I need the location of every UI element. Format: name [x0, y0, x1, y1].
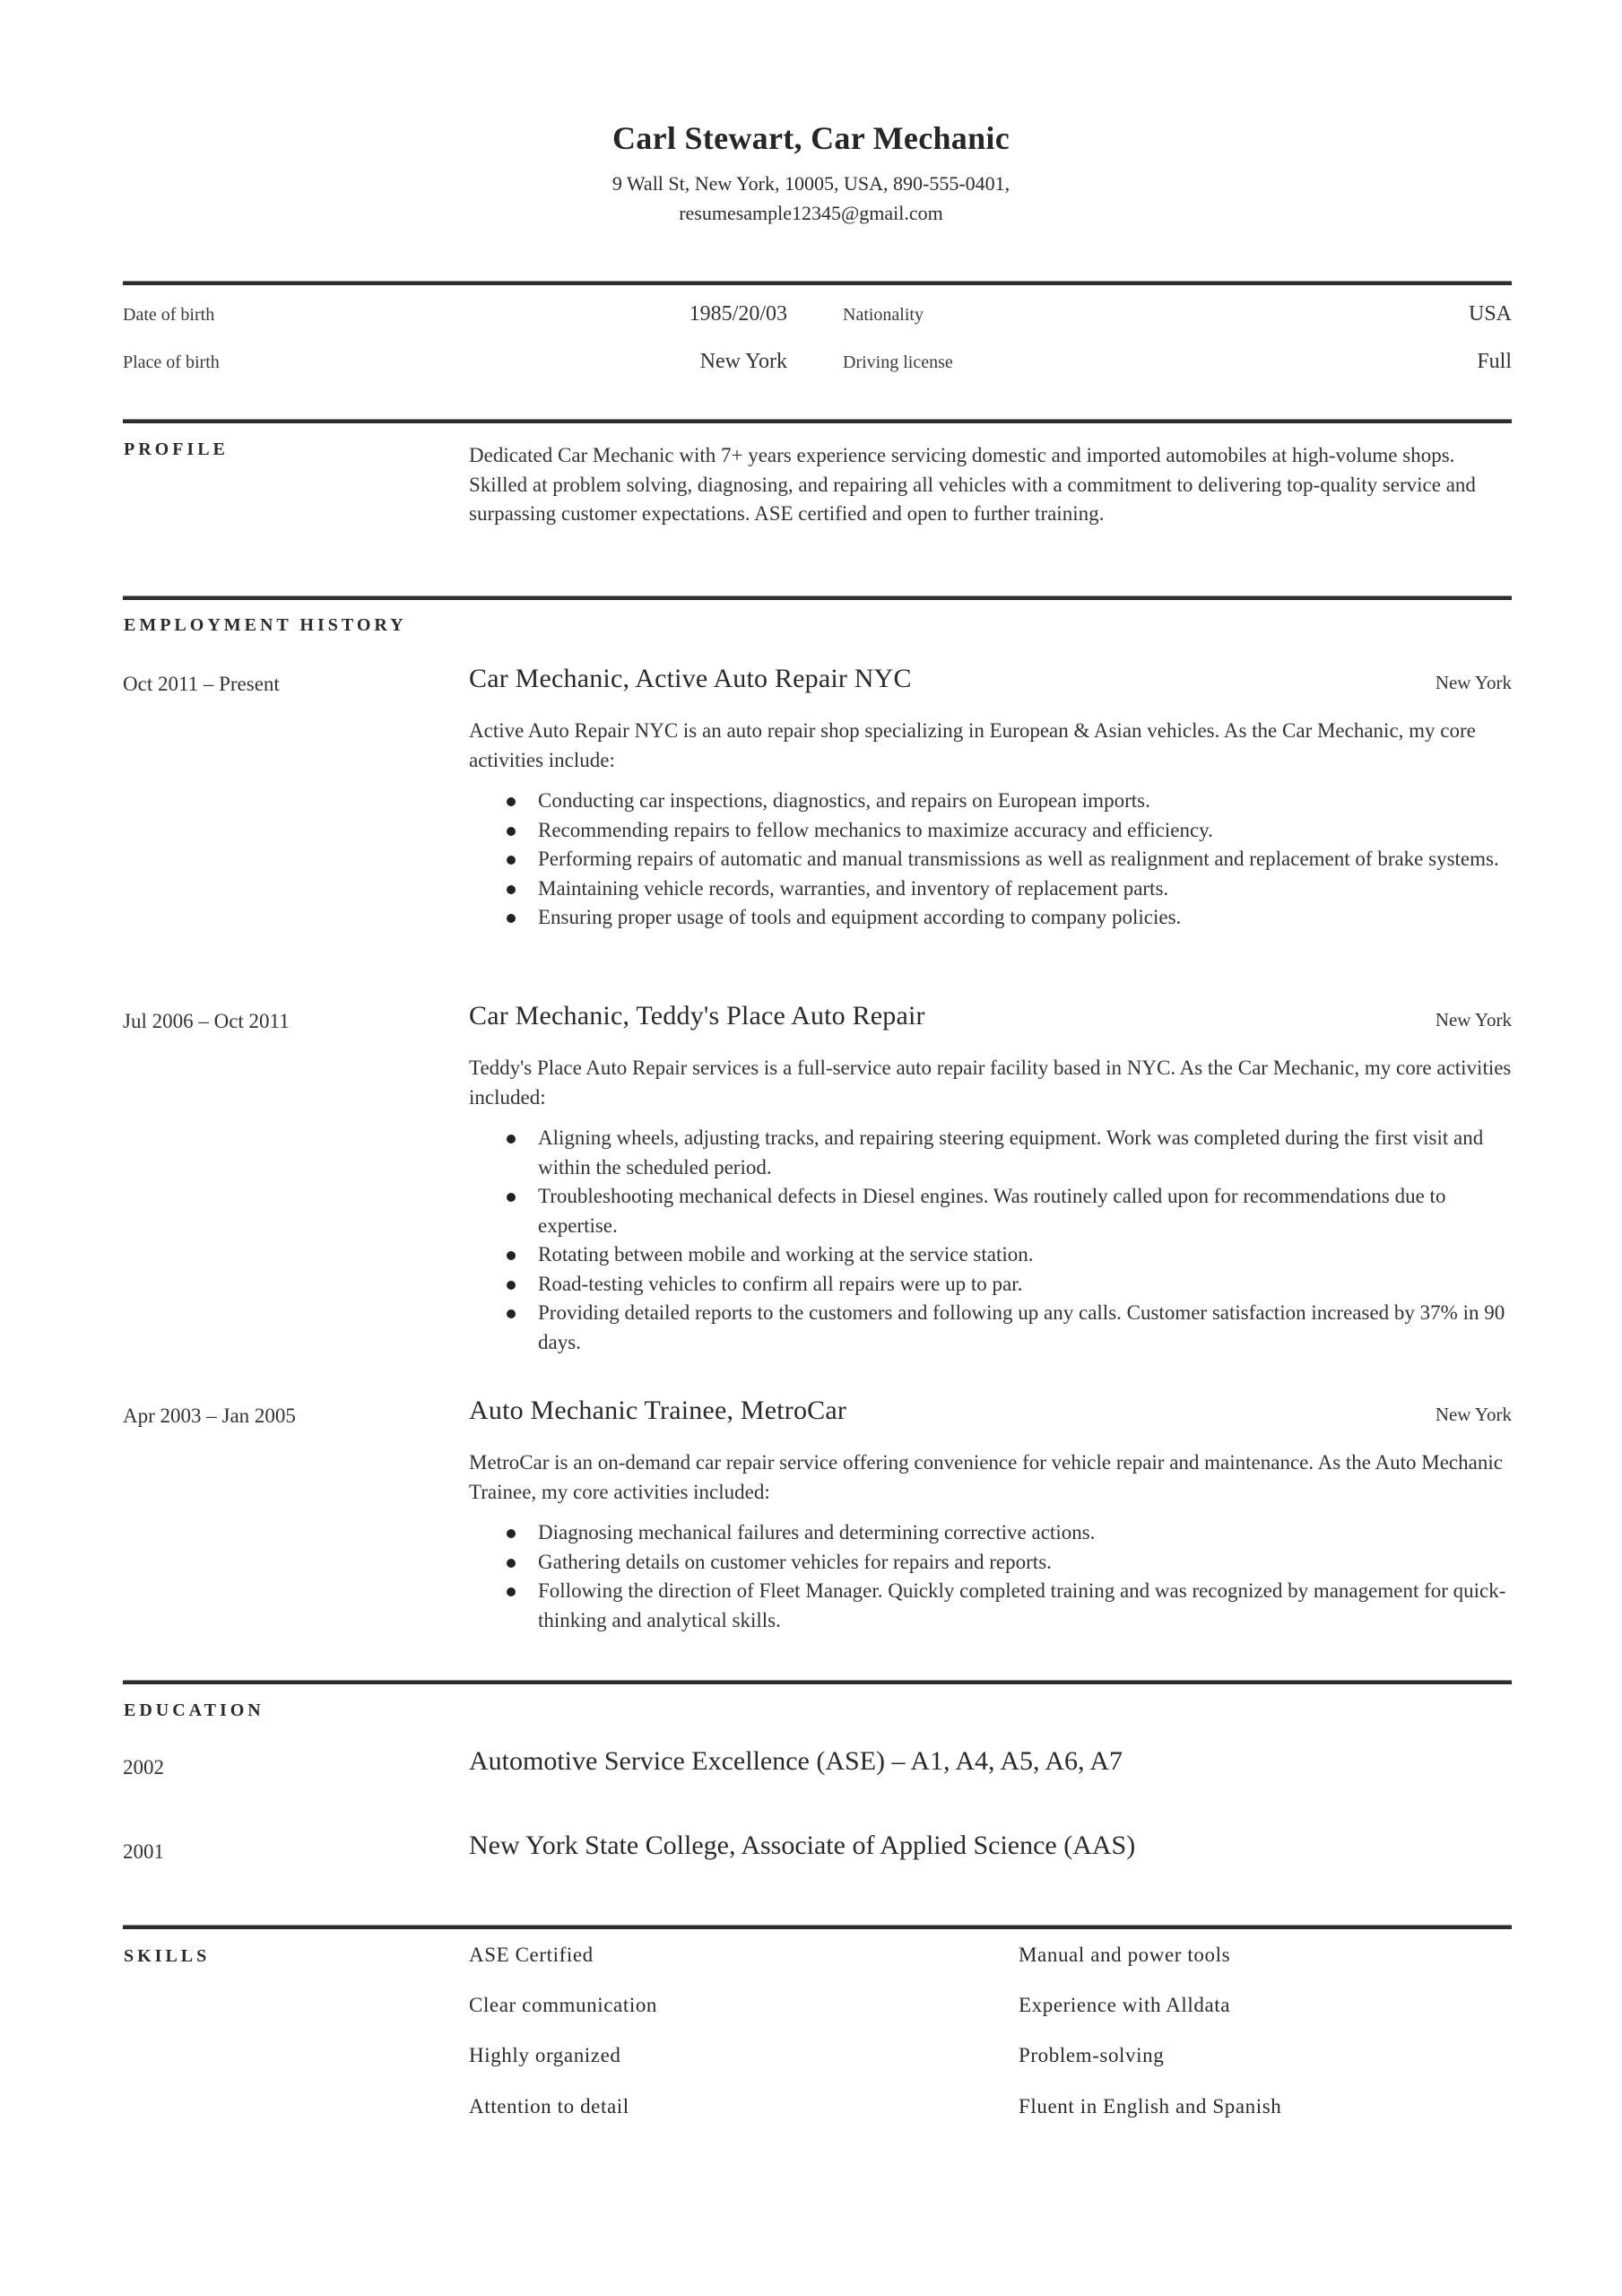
contact-email: resumesample12345@gmail.com: [679, 202, 943, 224]
education-year: 2002: [123, 1756, 164, 1779]
list-item: Ensuring proper usage of tools and equipment according to company policies.: [469, 903, 1514, 933]
list-item: Rotating between mobile and working at the service station.: [469, 1240, 1514, 1270]
bullet-icon: [507, 1559, 516, 1568]
job-title: Auto Mechanic Trainee, MetroCar: [469, 1396, 847, 1425]
bullet-icon: [507, 914, 516, 923]
education-title: New York State College, Associate of Applied Science (AAS): [469, 1831, 1136, 1860]
divider: [123, 1925, 1512, 1929]
job-city: New York: [1435, 1009, 1512, 1031]
divider: [123, 596, 1512, 600]
driving-license-value: Full: [1477, 350, 1512, 373]
list-item: Gathering details on customer vehicles for repairs and reports.: [469, 1548, 1514, 1578]
job-title: Car Mechanic, Teddy's Place Auto Repair: [469, 1001, 925, 1031]
list-item: Troubleshooting mechanical defects in Diesel engines. Was routinely called upon for recommendations due to expertise.: [469, 1182, 1514, 1240]
skill-item: ASE Certified: [469, 1944, 594, 1966]
job-description: Teddy's Place Auto Repair services is a full-service auto repair facility based in NYC. As the Car Mechanic, my core activities included:: [469, 1057, 1512, 1109]
job-dates: Apr 2003 – Jan 2005: [123, 1405, 296, 1427]
divider: [123, 1680, 1512, 1684]
skills-section-title: SKILLS: [124, 1946, 211, 1966]
contact-address-phone: 9 Wall St, New York, 10005, USA, 890-555-0401,: [612, 172, 1010, 195]
bullet-icon: [507, 1135, 516, 1144]
skill-item: Experience with Alldata: [1019, 1994, 1231, 2016]
contact-info: [0, 169, 1622, 228]
bullet-icon: [507, 1251, 516, 1260]
job-city: New York: [1435, 672, 1512, 693]
job-responsibilities: [469, 787, 1514, 933]
bullet-icon: [507, 1281, 516, 1290]
bullet-icon: [507, 827, 516, 836]
list-item: Road-testing vehicles to confirm all repairs were up to par.: [469, 1270, 1514, 1300]
job-description: MetroCar is an on-demand car repair service offering convenience for vehicle repair and maintenance. As the Auto Mechanic Trainee, my core activities included:: [469, 1451, 1503, 1503]
education-title: Automotive Service Excellence (ASE) – A1, A4, A5, A6, A7: [469, 1746, 1123, 1776]
education-section-title: EDUCATION: [124, 1700, 265, 1720]
bullet-icon: [507, 885, 516, 894]
job-responsibilities: [469, 1124, 1514, 1357]
bullet-icon: [507, 856, 516, 865]
candidate-name: Carl Stewart, Car Mechanic: [612, 120, 1010, 156]
employment-section-title: EMPLOYMENT HISTORY: [124, 615, 407, 635]
list-item: Aligning wheels, adjusting tracks, and repairing steering equipment. Work was completed during the first visit and within the scheduled period.: [469, 1124, 1514, 1182]
driving-license-label: Driving license: [843, 352, 953, 372]
education-year: 2001: [123, 1840, 164, 1863]
skill-item: Problem-solving: [1019, 2044, 1165, 2066]
list-item: Following the direction of Fleet Manager. Quickly completed training and was recognized by management for quick-thinking and analytical skills.: [469, 1577, 1514, 1635]
job-dates: Jul 2006 – Oct 2011: [123, 1010, 290, 1032]
job-title: Car Mechanic, Active Auto Repair NYC: [469, 664, 912, 693]
resume-header: [0, 118, 1622, 228]
list-item: Conducting car inspections, diagnostics, and repairs on European imports.: [469, 787, 1514, 816]
bullet-icon: [507, 797, 516, 806]
job-description: Active Auto Repair NYC is an auto repair shop specializing in European & Asian vehicles. As the Car Mechanic, my core activities include:: [469, 719, 1476, 771]
skill-item: Attention to detail: [469, 2095, 629, 2118]
bullet-icon: [507, 1529, 516, 1538]
profile-summary: Dedicated Car Mechanic with 7+ years experience servicing domestic and imported automobiles at high-volume shops. Skilled at problem solving, diagnosing, and repairing all vehicles with a commitment to delivering top-quality service and surpassing customer expectations. ASE certified and open to further training.: [469, 444, 1476, 525]
skill-item: Manual and power tools: [1019, 1944, 1231, 1966]
skill-item: Fluent in English and Spanish: [1019, 2095, 1282, 2118]
place-of-birth-value: New York: [699, 350, 787, 373]
bullet-icon: [507, 1193, 516, 1202]
nationality-value: USA: [1468, 302, 1512, 326]
list-item: Providing detailed reports to the customers and following up any calls. Customer satisfaction increased by 37% in 90 days.: [469, 1299, 1514, 1357]
profile-section-title: PROFILE: [124, 439, 229, 459]
place-of-birth-label: Place of birth: [123, 352, 220, 372]
list-item: Diagnosing mechanical failures and determining corrective actions.: [469, 1518, 1514, 1548]
job-responsibilities: [469, 1518, 1514, 1635]
list-item: Recommending repairs to fellow mechanics to maximize accuracy and efficiency.: [469, 816, 1514, 846]
skill-item: Clear communication: [469, 1994, 658, 2016]
divider: [123, 281, 1512, 285]
bullet-icon: [507, 1587, 516, 1596]
nationality-label: Nationality: [843, 305, 924, 325]
divider: [123, 419, 1512, 423]
job-city: New York: [1435, 1404, 1512, 1425]
date-of-birth-label: Date of birth: [123, 305, 215, 325]
list-item: Performing repairs of automatic and manual transmissions as well as realignment and replacement of brake systems.: [469, 845, 1514, 874]
list-item: Maintaining vehicle records, warranties, and inventory of replacement parts.: [469, 874, 1514, 904]
job-dates: Oct 2011 – Present: [123, 673, 280, 695]
bullet-icon: [507, 1309, 516, 1318]
date-of-birth-value: 1985/20/03: [689, 302, 787, 326]
skill-item: Highly organized: [469, 2044, 621, 2066]
